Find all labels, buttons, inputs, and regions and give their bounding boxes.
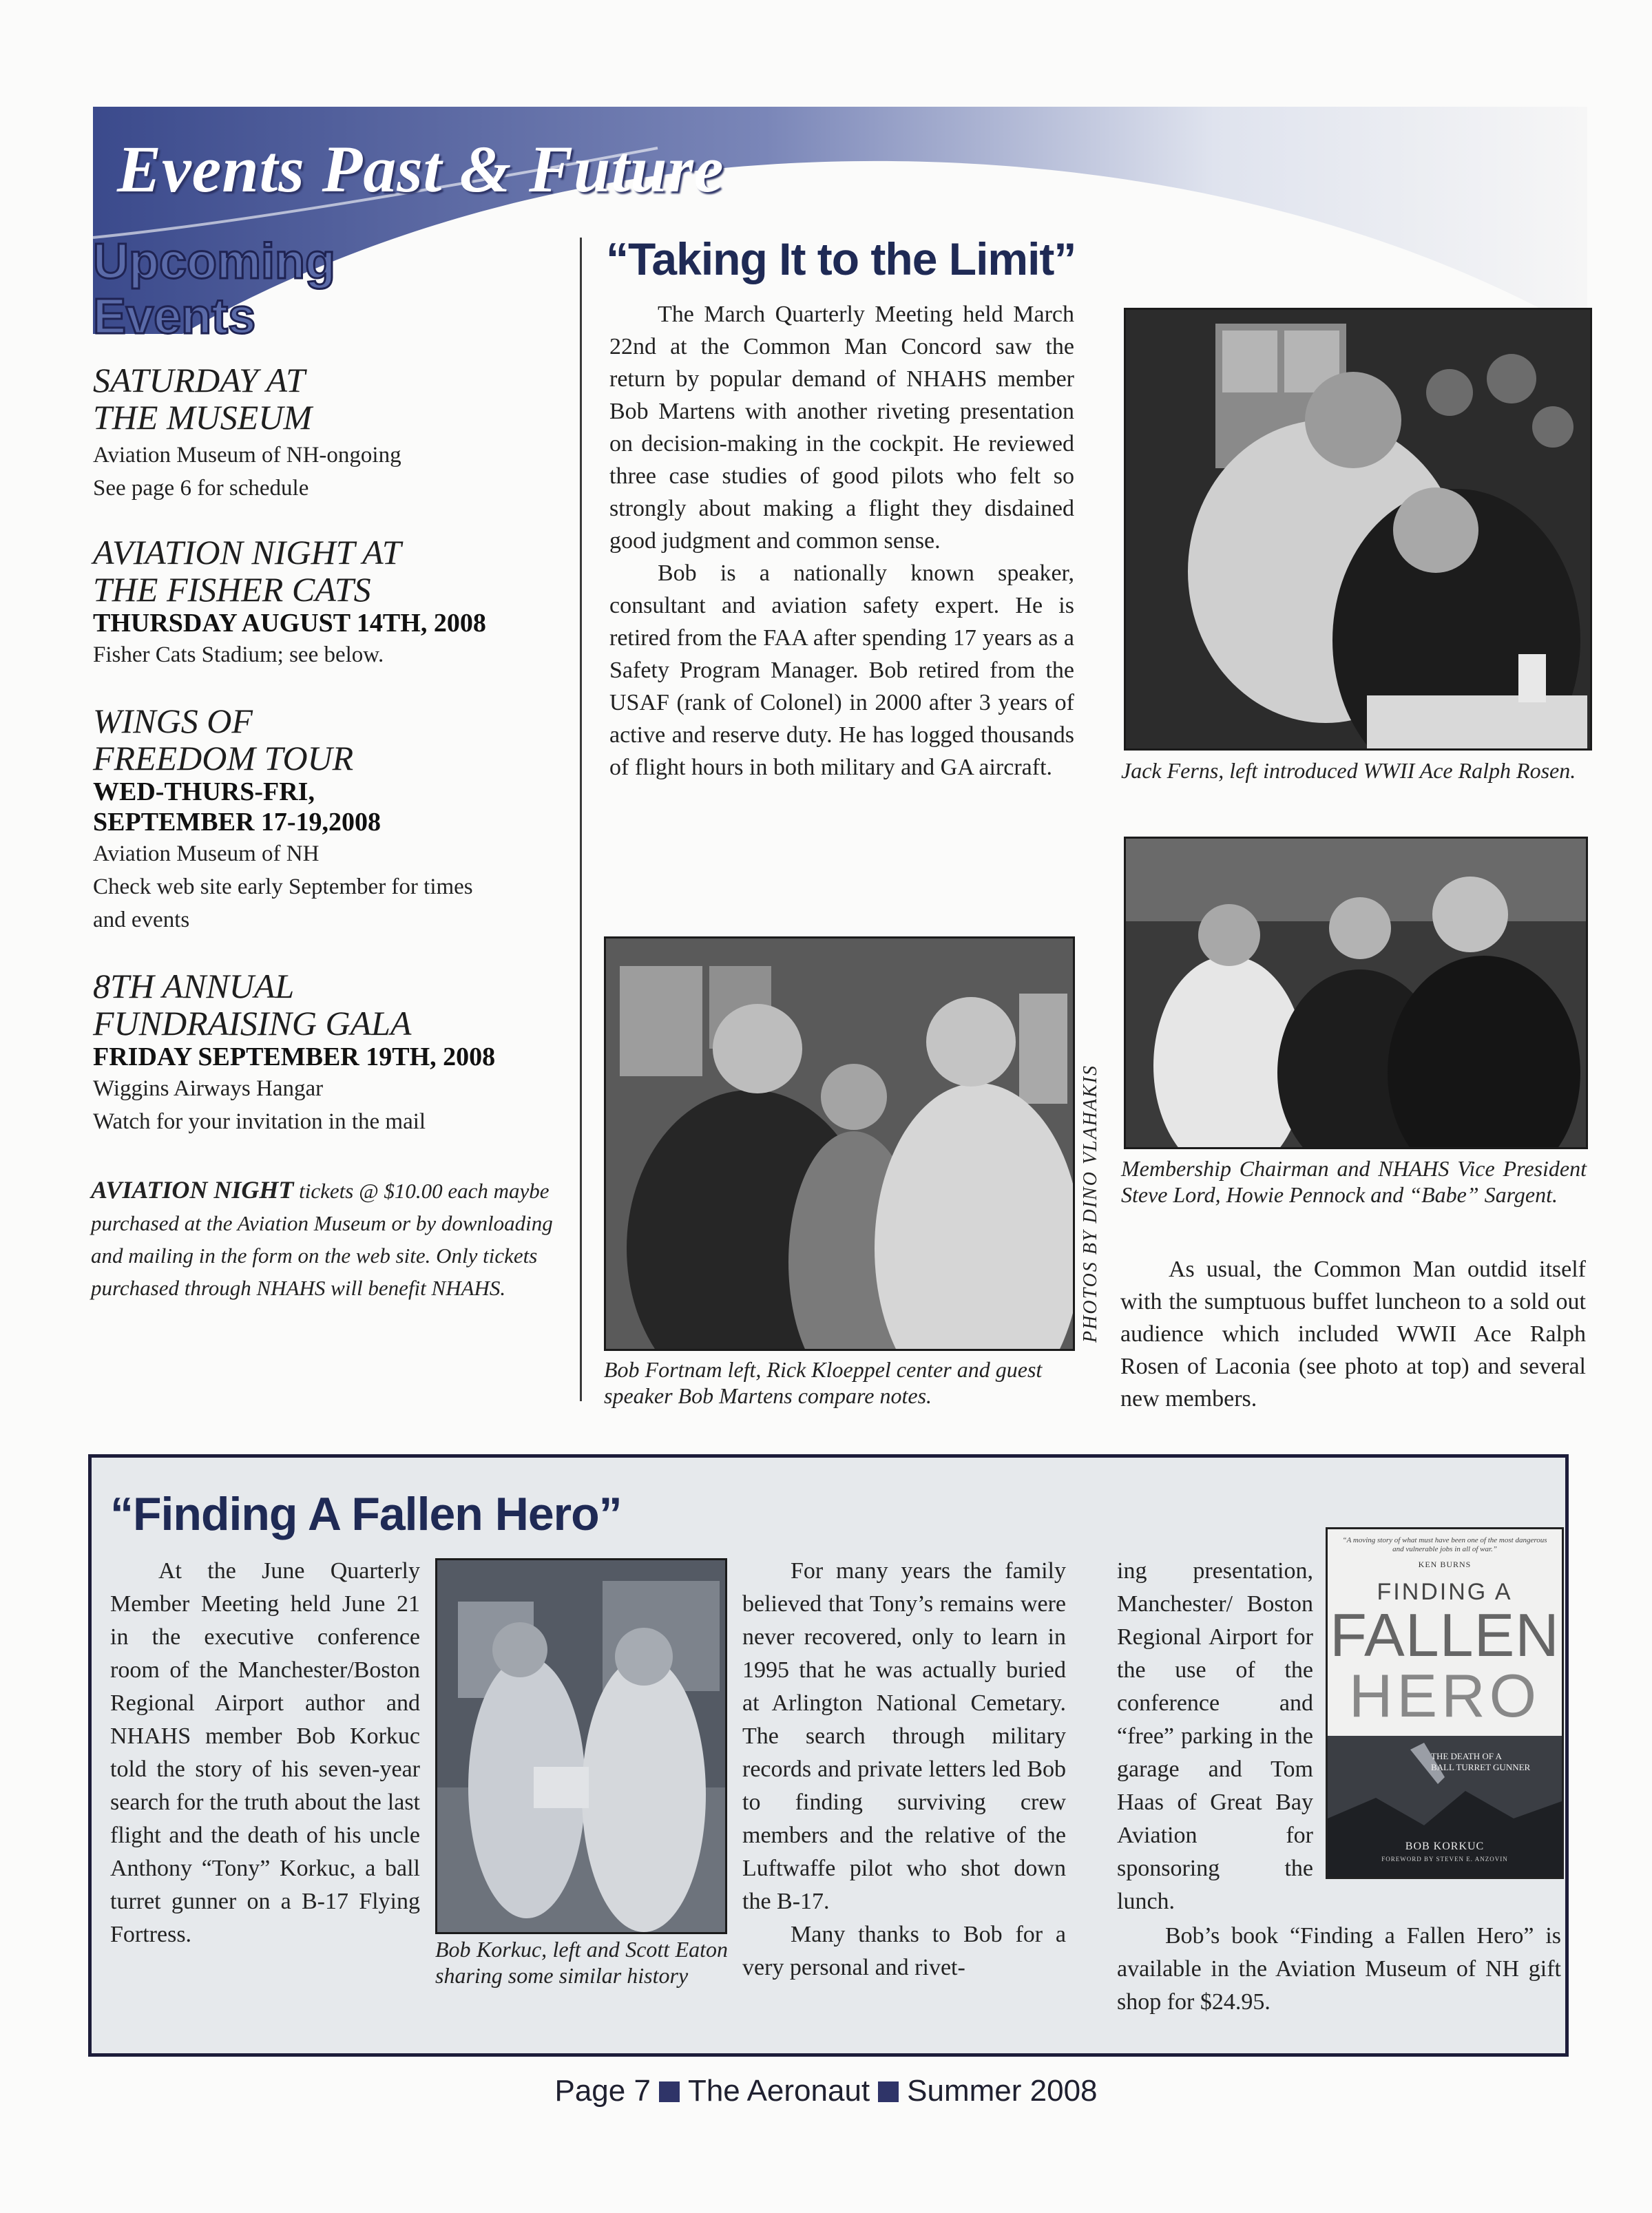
photo-caption: Membership Chairman and NHAHS Vice President Steve Lord, Howie Pennock and “Babe” Sargent. (1121, 1156, 1587, 1207)
event-title: WINGS OF (93, 702, 253, 740)
event-detail: See page 6 for schedule (93, 476, 309, 501)
event-1 (93, 361, 575, 505)
paragraph: As usual, the Common Man outdid itself with the sumptuous buffet luncheon to a sold out audience which included WWII Ace Ralph Rosen of Laconia (see photo at top) and several new members. (1120, 1257, 1586, 1412)
event-title: THE FISHER CATS (93, 570, 371, 609)
event-title: AVIATION NIGHT AT (93, 533, 401, 571)
photo-jack-ferns-ralph-rosen (1124, 308, 1592, 751)
paragraph: Bob’s book “Finding a Fallen Hero” is available in the Aviation Museum of NH gift shop for $24.95. (1117, 1923, 1561, 2015)
event-detail: Watch for your invitation in the mail (93, 1109, 426, 1134)
book-title-line2: FALLEN (1330, 1601, 1560, 1669)
event-date: SEPTEMBER 17-19,2008 (93, 808, 381, 837)
event-date: FRIDAY SEPTEMBER 19TH, 2008 (93, 1042, 496, 1071)
event-date: THURSDAY AUGUST 14TH, 2008 (93, 609, 486, 638)
event-detail: Fisher Cats Stadium; see below. (93, 642, 384, 667)
event-detail: and events (93, 908, 190, 932)
column-divider (580, 238, 582, 1401)
fallen-col-1 (110, 1555, 420, 1951)
publication-name: The Aeronaut (687, 2074, 870, 2108)
paragraph: Many thanks to Bob for a very personal and rivet- (742, 1922, 1066, 1980)
footer-separator-square (659, 2081, 680, 2102)
paragraph: ing presentation, Manchester/ Boston Regional Airport for the use of the conference and “free” parking in the garage and Tom Haas of Great Bay Aviation for sponsoring the lunch. (1117, 1558, 1313, 1914)
fallen-col-3a (1117, 1555, 1313, 1918)
event-date: WED-THURS-FRI, (93, 777, 315, 806)
event-title: SATURDAY AT (93, 361, 305, 399)
issue-name: Summer 2008 (907, 2074, 1098, 2108)
aviation-night-notice (91, 1174, 566, 1304)
book-subtitle-line2: BALL TURRET GUNNER (1431, 1762, 1531, 1772)
event-title: FREEDOM TOUR (93, 739, 354, 777)
event-3 (93, 702, 575, 936)
photo-caption: Bob Korkuc, left and Scott Eaton sharing some similar history (435, 1937, 728, 1988)
paragraph: Bob is a nationally known speaker, consultant and aviation safety expert. He is retired from the FAA after spending 17 years as a Safety Program Manager. Bob retired from the USAF (rank of Colonel) in 2000 after 3 years of active and reserve duty. He has logged thousands of flight hours in both military and GA aircraft. (609, 560, 1074, 780)
notice-text: tickets @ $10.00 each maybe purchased at the Aviation Museum or by downloading and mailing in the form on the web site. Only tickets purchased through NHAHS will benefit NHAHS. (91, 1179, 553, 1300)
photo-korkuc-eaton (435, 1558, 727, 1934)
paragraph: At the June Quarterly Member Meeting held June 21 in the executive conference room of the Manchester/Boston Regional Airport author and NHAHS member Bob Korkuc told the story of his seven-year search for the truth about the last flight and the death of his uncle Anthony “Tony” Korkuc, a ball turret gunner on a B-17 Flying Fortress. (110, 1558, 420, 1947)
article-body-1 (609, 298, 1074, 784)
photo-image (1126, 839, 1586, 1147)
book-subtitle-line1: THE DEATH OF A (1431, 1751, 1502, 1761)
upcoming-events-heading (93, 234, 335, 344)
book-blurb: “A moving story of what must have been one of the most dangerous and vulnerable jobs in all of war.” (1342, 1536, 1547, 1553)
paragraph: The March Quarterly Meeting held March 22nd at the Common Man Concord saw the return by popular demand of NHAHS member Bob Martens with another riveting presentation on decision-making in the cockpit. He reviewed three case studies of good pilots who felt so strongly about making a flight they disdained good judgment and common sense. (609, 302, 1074, 554)
page-footer (0, 2074, 1652, 2108)
event-2 (93, 534, 575, 671)
article-title-taking-it-to-the-limit: “Taking It to the Limit” (606, 233, 1076, 284)
footer-separator-square (878, 2081, 899, 2102)
photo-lord-pennock-sargent (1124, 837, 1588, 1149)
book-author: BOB KORKUC (1405, 1840, 1485, 1852)
page-number: Page 7 (554, 2074, 651, 2108)
page-title: Events Past & Future (117, 132, 724, 206)
article-title-finding-a-fallen-hero: “Finding A Fallen Hero” (110, 1488, 622, 1540)
photo-image (437, 1560, 725, 1932)
book-cover (1326, 1527, 1564, 1879)
book-title-line3: HERO (1348, 1661, 1541, 1730)
book-blurb-author: KEN BURNS (1418, 1560, 1472, 1569)
upcoming-line1: Upcoming (93, 234, 335, 289)
event-detail: Aviation Museum of NH-ongoing (93, 443, 401, 468)
event-title: 8TH ANNUAL (93, 967, 295, 1005)
photo-caption: Bob Fortnam left, Rick Kloeppel center and guest speaker Bob Martens compare notes. (604, 1357, 1043, 1408)
photo-fortnam-kloeppel-martens (604, 936, 1075, 1351)
article-body-2 (1120, 1253, 1586, 1415)
event-title: THE MUSEUM (93, 398, 313, 437)
book-title-line1: FINDING A (1377, 1579, 1513, 1605)
event-detail: Wiggins Airways Hangar (93, 1076, 324, 1101)
fallen-col-3b (1117, 1920, 1561, 2019)
upcoming-line2: Events (93, 289, 256, 344)
fallen-col-2 (742, 1555, 1066, 1984)
book-foreword: FOREWORD BY STEVEN E. ANZOVIN (1381, 1856, 1508, 1863)
notice-heading: AVIATION NIGHT (91, 1176, 294, 1204)
photo-caption: Jack Ferns, left introduced WWII Ace Ralph Rosen. (1121, 758, 1576, 783)
event-detail: Check web site early September for times (93, 874, 473, 899)
event-detail: Aviation Museum of NH (93, 841, 320, 866)
photo-image (1126, 310, 1590, 748)
event-4 (93, 967, 575, 1138)
book-subtitle (1431, 1751, 1555, 1773)
event-title: FUNDRAISING GALA (93, 1004, 412, 1042)
photo-image (606, 938, 1073, 1349)
photo-credit: PHOTOS BY DINO VLAHAKIS (1080, 1064, 1101, 1343)
paragraph: For many years the family believed that Tony’s remains were never recovered, only to learn in 1995 that he was actually buried at Arlington National Cemetary. The search through military records and private letters led Bob to finding surviving crew members and the relative of the Luftwaffe pilot who shot down the B-17. (742, 1558, 1066, 1914)
